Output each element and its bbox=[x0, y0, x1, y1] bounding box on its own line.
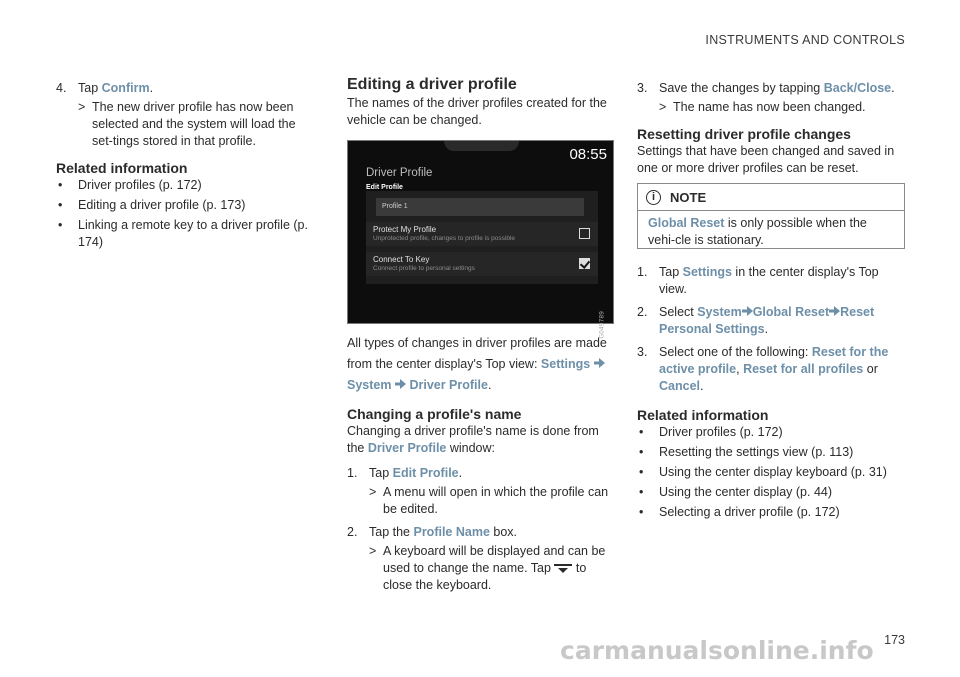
note-title: NOTE bbox=[670, 189, 707, 205]
protect-profile-row[interactable]: Protect My Profile Unprotected profile, changes to profile is possible bbox=[366, 222, 598, 246]
step-2-result: > A keyboard will be displayed and can be used to change the name. Tap to close the keyboard. bbox=[369, 544, 606, 592]
confirm-button-ref: Confirm bbox=[101, 81, 150, 95]
step-1: 1. Tap Edit Profile. bbox=[347, 466, 463, 480]
reset-heading: Resetting driver profile changes bbox=[637, 126, 851, 142]
arrow-right-icon bbox=[395, 379, 406, 389]
screen-title: Driver Profile bbox=[366, 167, 433, 179]
connect-key-row[interactable]: Connect To Key Connect profile to personal settings bbox=[366, 252, 598, 276]
step-1-result: > A menu will open in which the profile can be edited. bbox=[369, 485, 609, 516]
related-info-list-2 bbox=[637, 424, 905, 521]
change-name-intro: Changing a driver profile's name is done from the Driver Profile window: bbox=[347, 424, 599, 455]
screen-subtitle: Edit Profile bbox=[366, 184, 403, 191]
section-intro: The names of the driver profiles created for the vehicle can be changed. bbox=[347, 96, 607, 127]
related-link[interactable]: • Driver profiles (p. 172) bbox=[637, 424, 905, 441]
step-3-result: > The name has now been changed. bbox=[659, 100, 866, 114]
related-link[interactable]: • Selecting a driver profile (p. 172) bbox=[637, 504, 905, 521]
column-3-bottom bbox=[637, 264, 905, 524]
reset-intro: Settings that have been changed and saved in one or more driver profiles can be reset. bbox=[637, 144, 895, 175]
step-3: 3. Save the changes by tapping Back/Close. bbox=[637, 81, 895, 95]
watermark: carmanualsonline.info bbox=[560, 636, 874, 665]
info-icon: i bbox=[646, 190, 661, 205]
arrow-right-icon bbox=[742, 306, 753, 316]
column-1 bbox=[56, 80, 318, 254]
arrow-right-icon bbox=[829, 306, 840, 316]
image-code: G049789 bbox=[599, 311, 606, 339]
connect-key-checkbox[interactable] bbox=[579, 258, 590, 269]
step-2: 2. Tap the Profile Name box. bbox=[347, 525, 518, 539]
protect-profile-checkbox[interactable] bbox=[579, 228, 590, 239]
center-display-screenshot bbox=[347, 140, 614, 339]
related-link[interactable]: • Editing a driver profile (p. 173) bbox=[56, 197, 318, 214]
related-info-heading: Related information bbox=[56, 160, 188, 176]
note-box bbox=[637, 183, 905, 249]
related-link[interactable]: • Using the center display (p. 44) bbox=[637, 484, 905, 501]
change-name-heading: Changing a profile's name bbox=[347, 406, 522, 422]
screen-caption: All types of changes in driver profiles are made from the center display's Top view: Settings System Driver Profile. bbox=[347, 336, 607, 392]
related-link[interactable]: • Driver profiles (p. 172) bbox=[56, 177, 318, 194]
related-link[interactable]: • Linking a remote key to a driver profile (p. 174) bbox=[56, 217, 318, 251]
screen-notch bbox=[444, 141, 519, 151]
arrow-right-icon bbox=[594, 358, 605, 368]
related-link[interactable]: • Resetting the settings view (p. 113) bbox=[637, 444, 905, 461]
running-header: INSTRUMENTS AND CONTROLS bbox=[705, 33, 905, 47]
page-number: 173 bbox=[884, 633, 905, 647]
reset-step-2: 2. Select System Global Reset Reset Personal Settings. bbox=[637, 305, 875, 336]
related-info-heading-2: Related information bbox=[637, 407, 769, 423]
note-body: Global Reset is only possible when the vehi-cle is stationary. bbox=[648, 216, 867, 247]
profile-name-field[interactable]: Profile 1 bbox=[376, 198, 584, 216]
related-info-list bbox=[56, 177, 318, 251]
column-3-top bbox=[637, 80, 905, 177]
step-4: 4. Tap Confirm. bbox=[56, 81, 154, 95]
clock: 08:55 bbox=[569, 146, 607, 163]
reset-step-1: 1. Tap Settings in the center display's Top view. bbox=[637, 265, 879, 296]
column-2-bottom bbox=[347, 333, 617, 594]
section-title: Editing a driver profile bbox=[347, 76, 517, 93]
keyboard-hide-icon bbox=[554, 564, 572, 574]
reset-step-3: 3. Select one of the following: Reset for the active profile, Reset for all profiles or Cancel. bbox=[637, 345, 889, 393]
step-4-result: > The new driver profile has now been selected and the system will load the set-tings stored in that profile. bbox=[78, 100, 296, 148]
column-2-top bbox=[347, 76, 614, 129]
related-link[interactable]: • Using the center display keyboard (p. 31) bbox=[637, 464, 905, 481]
